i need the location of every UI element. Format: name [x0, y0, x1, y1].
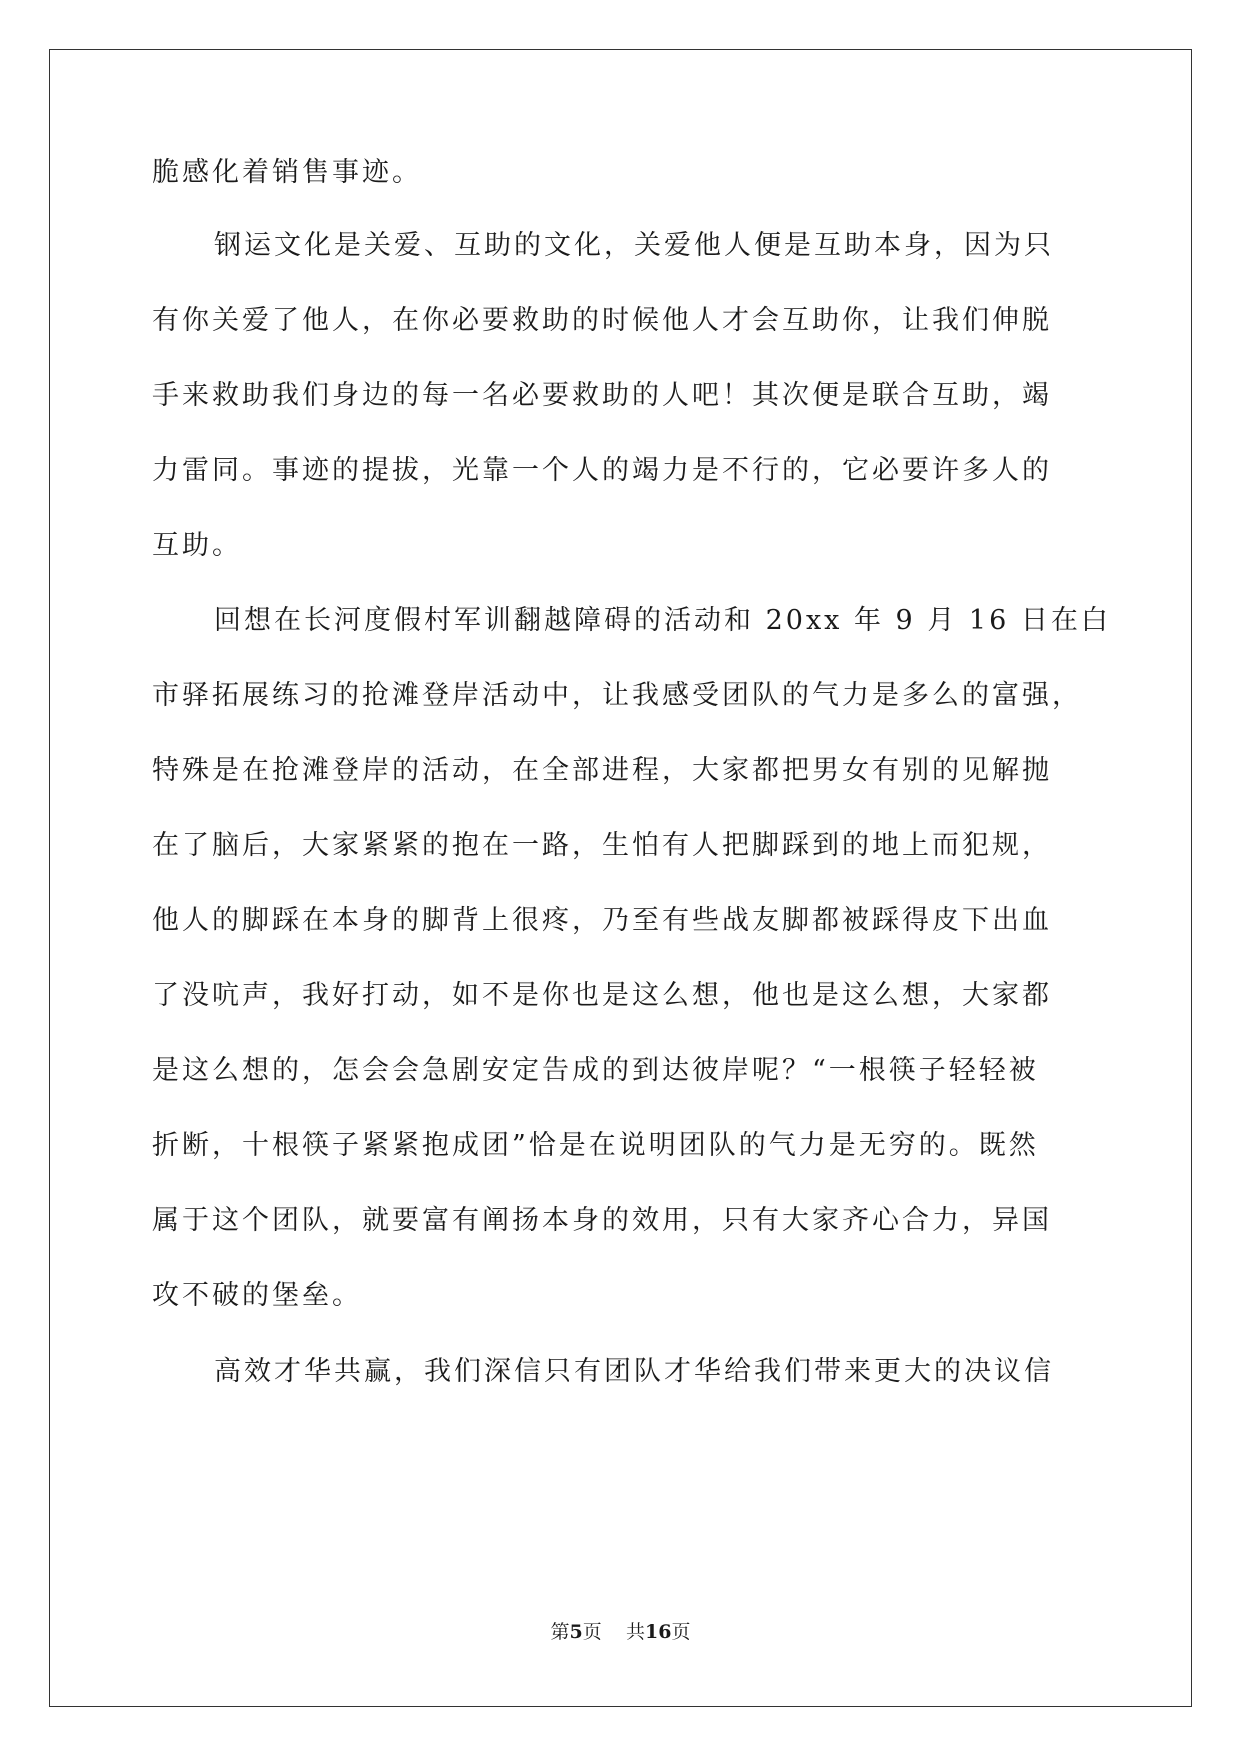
text-line: 手来救助我们身边的每一名必要救助的人吧！其次便是联合互助，竭 [152, 380, 1052, 411]
text-line: 了没吭声，我好打动，如不是你也是这么想，他也是这么想，大家都 [152, 980, 1052, 1011]
text-line: 在了脑后，大家紧紧的抱在一路，生怕有人把脚踩到的地上而犯规， [152, 830, 1052, 861]
text-line: 钢运文化是关爱、互助的文化，关爱他人便是互助本身，因为只 [214, 230, 1054, 261]
text-line: 高效才华共赢，我们深信只有团队才华给我们带来更大的决议信 [214, 1356, 1054, 1387]
text-line: 攻不破的堡垒。 [152, 1280, 362, 1311]
text-line: 他人的脚踩在本身的脚背上很疼，乃至有些战友脚都被踩得皮下出血 [152, 905, 1052, 936]
footer-prefix: 第 [550, 1621, 570, 1643]
page-border [49, 49, 1192, 1707]
text-line: 属于这个团队，就要富有阐扬本身的效用，只有大家齐心合力，异国 [152, 1205, 1052, 1236]
footer-page-suffix: 页 [582, 1621, 602, 1643]
footer-total-suffix: 页 [671, 1621, 691, 1643]
text-line: 市驿拓展练习的抢滩登岸活动中，让我感受团队的气力是多么的富强， [152, 680, 1082, 711]
text-line: 是这么想的，怎会会急剧安定告成的到达彼岸呢？“一根筷子轻轻被 [152, 1055, 1039, 1086]
page-footer [0, 1620, 1241, 1644]
footer-total-prefix: 共 [625, 1621, 645, 1643]
text-line: 力雷同。事迹的提拔，光靠一个人的竭力是不行的，它必要许多人的 [152, 455, 1052, 486]
text-line: 脆感化着销售事迹。 [152, 157, 422, 188]
text-line: 回想在长河度假村军训翻越障碍的活动和 20xx 年 9 月 16 日在白 [214, 605, 1111, 636]
total-pages: 16 [644, 1621, 672, 1643]
text-line: 折断，十根筷子紧紧抱成团”恰是在说明团队的气力是无穷的。既然 [152, 1130, 1039, 1161]
text-line: 互助。 [152, 530, 242, 561]
text-line: 有你关爱了他人，在你必要救助的时候他人才会互助你，让我们伸脱 [152, 305, 1052, 336]
text-line: 特殊是在抢滩登岸的活动，在全部进程，大家都把男女有别的见解抛 [152, 755, 1052, 786]
page-number: 5 [569, 1621, 583, 1643]
